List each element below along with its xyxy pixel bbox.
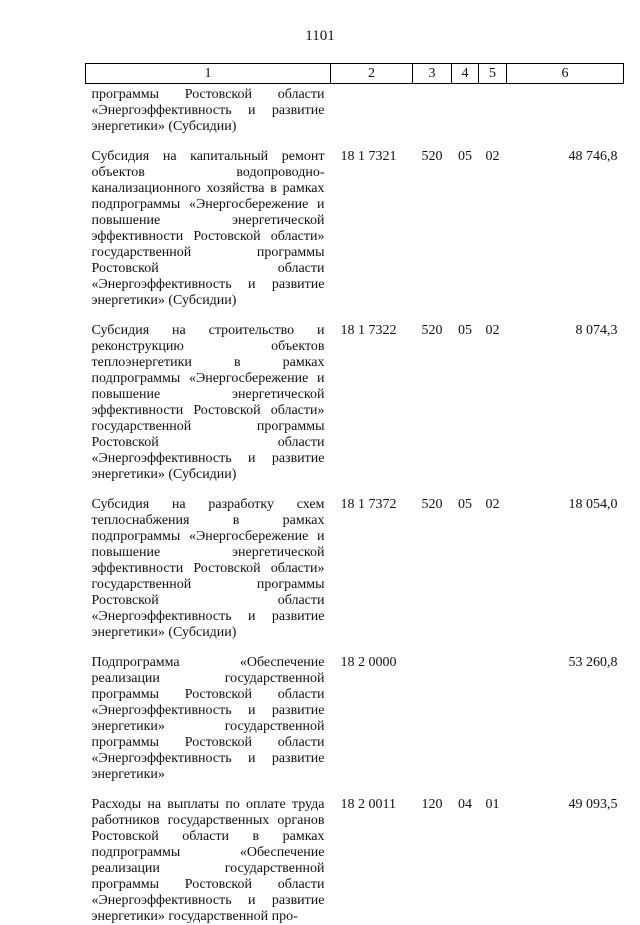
table-row [86, 84, 624, 150]
row-section [452, 84, 479, 150]
row-expense-type: 120 [421, 797, 443, 812]
header-col-3: 3 [413, 64, 452, 84]
row-expense-type: 520 [421, 149, 443, 164]
row-name: Субсидия на разработку схем теплоснабжения в рамках подпрограммы «Энергосбережение и повышение энергетической эффективности Ростовской области» государственной программы Ростовской области «Энергоэффективность и развитие энергетики» (Субсидии) [91, 497, 325, 640]
row-target-code: 18 2 0011 [340, 797, 396, 812]
row-target-code: 18 1 7322 [340, 323, 397, 338]
row-section: 05 [458, 323, 472, 338]
row-name: Расходы на выплаты по оплате труда работников государственных органов Ростовской области в рамках подпрограммы «Обеспечение реализации государственной программы Ростовской области «Энергоэффективность и развитие энергетики» государственной про- [91, 797, 325, 924]
row-subsection: 01 [485, 797, 500, 812]
row-name: Субсидия на капитальный ремонт объектов водопроводно-канализационного хозяйства в рамках подпрограммы «Энергосбережение и повышение энергетической эффективности Ростовской области» государственной программы Ростовской области «Энергоэффективность и развитие энергетики» (Субсидии) [91, 149, 325, 308]
row-subsection [479, 655, 507, 797]
row-target-code: 18 2 0000 [340, 655, 397, 670]
row-subsection: 02 [485, 497, 500, 512]
row-amount: 48 746,8 [568, 149, 618, 164]
row-section: 05 [458, 149, 472, 164]
header-col-5: 5 [479, 64, 507, 84]
row-amount: 8 074,3 [575, 323, 618, 338]
row-amount [507, 84, 624, 150]
row-expense-type [413, 84, 452, 150]
row-amount: 53 260,8 [568, 655, 618, 670]
row-target-code: 18 1 7372 [340, 497, 397, 512]
table-row [86, 323, 624, 497]
header-col-4: 4 [452, 64, 479, 84]
row-section [452, 655, 479, 797]
row-subsection: 02 [485, 323, 500, 338]
row-section: 05 [458, 497, 472, 512]
row-expense-type: 520 [421, 497, 443, 512]
header-col-6: 6 [507, 64, 624, 84]
row-expense-type: 520 [421, 323, 443, 338]
row-section: 04 [458, 797, 472, 812]
table-row [86, 497, 624, 655]
table-row [86, 655, 624, 797]
table-row [86, 149, 624, 323]
header-row [86, 64, 624, 84]
row-subsection: 02 [485, 149, 500, 164]
row-amount: 18 054,0 [568, 497, 618, 512]
table-header [86, 64, 624, 84]
table-row [86, 797, 624, 925]
page-number: 1101 [305, 28, 335, 44]
row-expense-type [413, 655, 452, 797]
row-subsection [479, 84, 507, 150]
budget-table [85, 63, 624, 925]
header-col-1: 1 [86, 64, 331, 84]
row-target-code [331, 84, 413, 150]
row-amount: 49 093,5 [568, 797, 618, 812]
row-name: Подпрограмма «Обеспечение реализации государственной программы Ростовской области «Энергоэффективность и развитие энергетики» государственной программы Ростовской области «Энергоэффективность и развитие энергетики» [91, 655, 325, 782]
row-target-code: 18 1 7321 [340, 149, 397, 164]
header-col-2: 2 [331, 64, 413, 84]
row-name: программы Ростовской области «Энергоэффективность и развитие энергетики» (Субсидии) [91, 87, 325, 134]
row-name: Субсидия на строительство и реконструкцию объектов теплоэнергетики в рамках подпрограммы «Энергосбережение и повышение энергетической эффективности Ростовской области» государственной программы Ростовской области «Энергоэффективность и развитие энергетики» (Субсидии) [91, 323, 325, 482]
